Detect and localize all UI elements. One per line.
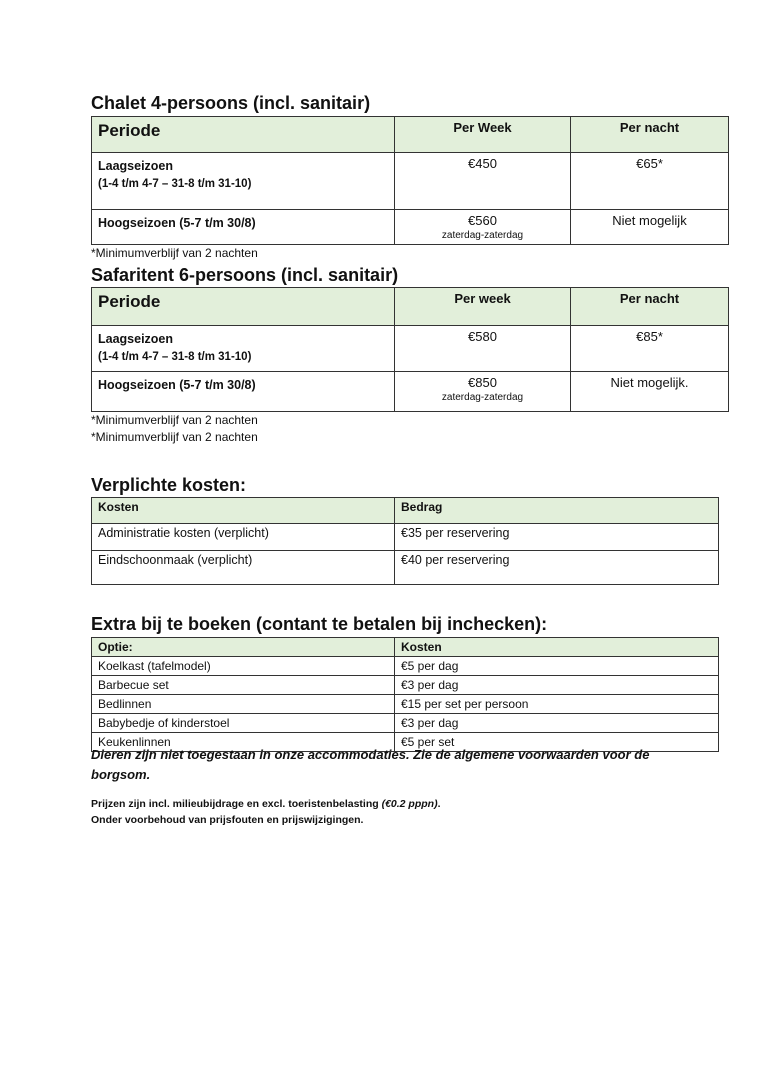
price-terms-period: .	[437, 798, 441, 810]
chalet-min-stay-note: *Minimumverblijf van 2 nachten	[91, 246, 258, 260]
safari-min-stay-note-2: *Minimumverblijf van 2 nachten	[91, 430, 258, 444]
safari-high-week-cell	[395, 372, 571, 412]
mandatory-cost-value: €40 per reservering	[395, 551, 719, 585]
safari-high-week-note: zaterdag-zaterdag	[441, 392, 524, 403]
chalet-high-season-name: Hoogseizoen (5-7 t/m 30/8)	[92, 210, 395, 245]
chalet-price-table	[91, 116, 729, 245]
mandatory-cost-label: Eindschoonmaak (verplicht)	[92, 551, 395, 585]
extra-option-label: Koelkast (tafelmodel)	[92, 657, 395, 676]
safari-low-night-price: €85*	[571, 326, 729, 372]
chalet-low-week-price: €450	[395, 153, 571, 210]
chalet-low-night-price: €65*	[571, 153, 729, 210]
safari-row-low	[92, 326, 729, 372]
safari-high-season-name: Hoogseizoen (5-7 t/m 30/8)	[92, 372, 395, 412]
extras-table	[91, 637, 719, 752]
extras-header-optie: Optie:	[92, 638, 395, 657]
extra-option-price: €3 per dag	[395, 676, 719, 695]
safari-header-week: Per week	[395, 288, 571, 326]
safari-high-night-price: Niet mogelijk.	[571, 372, 729, 412]
chalet-high-night-price: Niet mogelijk	[571, 210, 729, 245]
extra-option-price: €3 per dag	[395, 714, 719, 733]
table-row	[92, 695, 719, 714]
extras-header-kosten: Kosten	[395, 638, 719, 657]
safari-low-season-cell	[92, 326, 395, 372]
extra-option-price: €5 per dag	[395, 657, 719, 676]
extra-option-label: Barbecue set	[92, 676, 395, 695]
chalet-low-season-cell	[92, 153, 395, 210]
mandatory-costs-title: Verplichte kosten:	[91, 475, 247, 495]
safari-low-season-dates: (1-4 t/m 4-7 – 31-8 t/m 31-10)	[98, 351, 252, 363]
mandatory-costs-table	[91, 497, 719, 585]
chalet-low-season-name: Laagseizoen	[98, 159, 174, 173]
chalet-header-week: Per Week	[395, 117, 571, 153]
chalet-header-periode: Periode	[92, 117, 395, 153]
extras-title: Extra bij te boeken (contant te betalen bij inchecken):	[91, 614, 548, 634]
safari-low-week-price: €580	[395, 326, 571, 372]
safari-header-row	[92, 288, 729, 326]
mandatory-cost-value: €35 per reservering	[395, 524, 719, 551]
mandatory-costs-header-bedrag: Bedrag	[395, 498, 719, 524]
safari-high-week-price: €850	[468, 375, 497, 390]
chalet-row-high	[92, 210, 729, 245]
safari-min-stay-note-1: *Minimumverblijf van 2 nachten	[91, 413, 258, 427]
chalet-title: Chalet 4-persoons (incl. sanitair)	[91, 93, 371, 113]
extra-option-label: Bedlinnen	[92, 695, 395, 714]
table-row	[92, 551, 719, 585]
mandatory-cost-label: Administratie kosten (verplicht)	[92, 524, 395, 551]
safari-header-night: Per nacht	[571, 288, 729, 326]
chalet-row-low	[92, 153, 729, 210]
mandatory-costs-header-row	[92, 498, 719, 524]
safari-low-season-name: Laagseizoen	[98, 332, 174, 346]
price-disclaimer-note: Onder voorbehoud van prijsfouten en prijswijzigingen.	[91, 814, 364, 826]
safari-title: Safaritent 6-persoons (incl. sanitair)	[91, 265, 399, 285]
table-row	[92, 657, 719, 676]
chalet-high-week-price: €560	[468, 213, 497, 228]
safari-header-periode: Periode	[92, 288, 395, 326]
chalet-high-week-note: zaterdag-zaterdag	[441, 230, 524, 241]
table-row	[92, 676, 719, 695]
table-row	[92, 524, 719, 551]
extra-option-price: €15 per set per persoon	[395, 695, 719, 714]
price-terms-note	[91, 796, 441, 812]
tourist-tax-rate: (€0.2 pppn)	[381, 798, 438, 810]
extra-option-label: Babybedje of kinderstoel	[92, 714, 395, 733]
chalet-high-week-cell	[395, 210, 571, 245]
extra-option-price: €5 per set	[395, 733, 719, 752]
chalet-header-night: Per nacht	[571, 117, 729, 153]
chalet-header-row	[92, 117, 729, 153]
extras-header-row	[92, 638, 719, 657]
mandatory-costs-header-kosten: Kosten	[92, 498, 395, 524]
safari-row-high	[92, 372, 729, 412]
extra-option-label: Keukenlinnen	[92, 733, 395, 752]
price-terms-text: Prijzen zijn incl. milieubijdrage en excl. toeristenbelasting	[91, 798, 382, 810]
animals-policy-note: Dieren zijn niet toegestaan in onze accommodaties. Zie de algemene voorwaarden voor de borgsom.	[91, 747, 650, 782]
chalet-low-season-dates: (1-4 t/m 4-7 – 31-8 t/m 31-10)	[98, 178, 252, 190]
table-row	[92, 714, 719, 733]
safari-price-table	[91, 287, 729, 412]
